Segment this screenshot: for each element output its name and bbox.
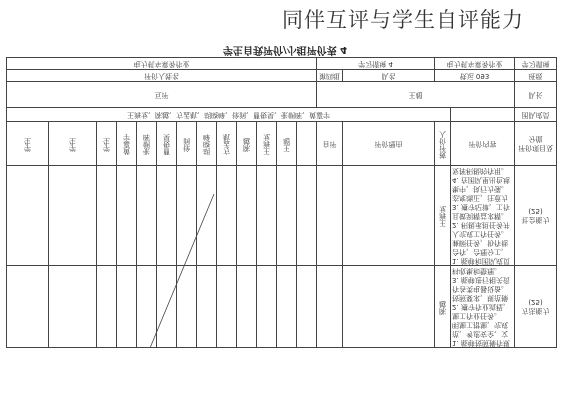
section-row-method [7,266,557,348]
cell-blank [297,122,317,166]
name-col: 张朝晖 [137,122,157,166]
cell-blank [49,166,97,266]
content-header: 评价内容 [451,122,515,166]
cell-blank [197,166,217,266]
leader-value: 王超 [317,82,515,108]
cell-blank [97,166,117,266]
cell-blank [117,266,137,348]
task-value-2: 电力机车乘务作业 [7,58,317,70]
cell-blank [157,166,177,266]
class-label: 班级 [515,70,557,82]
eval-label: 评价人姓名 [7,70,317,82]
header-row [7,122,557,166]
cell-blank [7,266,49,348]
cell-blank [297,266,317,348]
task-label: 学习情境 [515,58,557,70]
cell-blank [217,166,237,266]
name-col: 王超 [277,122,297,166]
cell-blank [277,266,297,348]
group-value: 第四组 [317,70,343,82]
item-cell: 社会能力 (25) [515,166,557,266]
cell-blank [157,266,177,348]
cell-blank [343,166,435,266]
form-title: 学生自我评价/小组评价表 4 [222,44,348,55]
cell-blank [317,266,343,348]
cell-blank [177,266,197,348]
task-row [7,58,557,70]
self-label: 互评 [7,82,317,108]
cell-blank [237,166,257,266]
self-eval-header: 自评 [317,122,343,166]
reason-header: 评价理由 [343,122,435,166]
item-header: 评价项目及分值 [515,122,557,166]
evaluation-table [6,57,557,348]
page-title: 同伴互评与学生自评能力 [282,8,524,32]
name-col: 王海龙 [257,122,277,166]
name-col: 徐润 [177,122,197,166]
content-cell: 1. 能够和团队成员合作，合理分工，兼顾任务，协作他人完成工作任务。 2. 积极承担任务并且做到精益求精。 3. 遵守纪律，工作态度端正，注意力集中，执行力强。 4. 在团队里出色地发挥积极的作用。 [451,166,515,266]
cell-blank [177,166,197,266]
cell-blank [197,266,217,348]
leader-row [7,82,557,108]
cell-blank [97,266,117,348]
cell-blank [137,166,157,266]
cell-blank [237,266,257,348]
cell-blank [317,166,343,266]
item-cell: 方法能力 (25) [515,266,557,348]
assessed-header: 被评价人 [435,122,451,166]
cell-blank [137,266,157,348]
members-value: 王海龙、陈越、方孟航、胡晓峰、徐润、曹俊昊、张朝晖、黄嘉宇 [7,108,451,122]
assessed-name: 陈越 [435,266,451,348]
name-col: 方孟航 [217,122,237,166]
class-row [7,70,557,82]
cell-blank [451,108,515,122]
members-row [7,108,557,122]
name-col: 胡晓峰 [197,122,217,166]
name-col: 学生 [7,122,49,166]
cell-blank [297,166,317,266]
content-cell: 1. 能够按照操作规范，考虑安全、文明施工措施，完成施工作业任务。 2. 遵守作业流程，按照要求，规范操作各类电器设备。 3. 能够进行相关资料收集和整理。 [451,266,515,348]
cell-blank [217,266,237,348]
cell-blank [277,166,297,266]
name-col: 学生 [49,122,97,166]
assessed-name: 王海龙 [435,166,451,266]
task-value: 电力机车乘务作业 [435,58,515,70]
group-label: 队名 [343,70,435,82]
cell-blank [257,266,277,348]
name-col: 曹俊昊 [157,122,177,166]
class-value: 铁运 093 [435,70,515,82]
cell-blank [117,166,137,266]
cell-blank [257,166,277,266]
cell-blank [49,266,97,348]
leader-label: 队长 [515,82,557,108]
name-col: 学生 [97,122,117,166]
section-row-social [7,166,557,266]
name-col: 黄嘉宇 [117,122,137,166]
name-col: 陈越 [237,122,257,166]
members-label: 团队成员 [515,108,557,122]
task-label-2: 学习情境 4 [317,58,435,70]
cell-blank [343,266,435,348]
cell-blank [7,166,49,266]
